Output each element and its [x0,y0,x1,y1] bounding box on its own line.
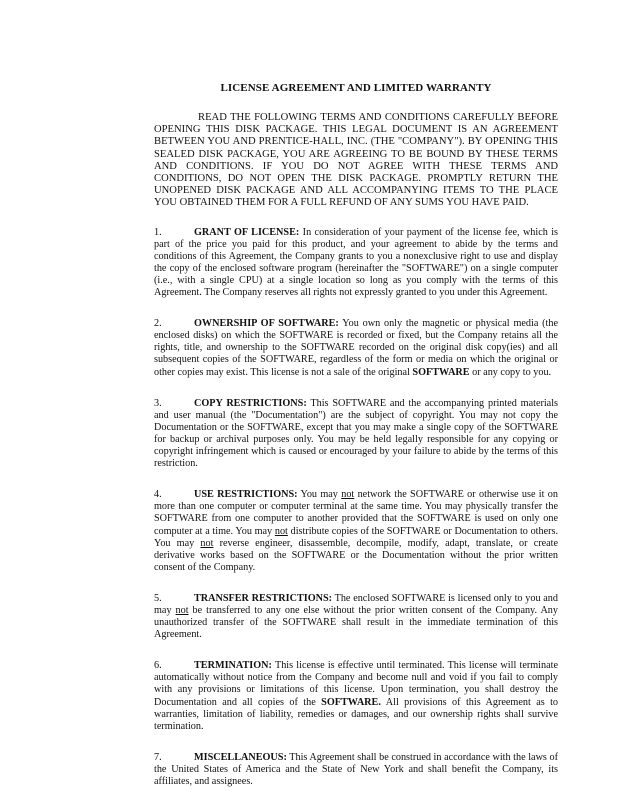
intro-paragraph [154,112,558,210]
section-bold-word: SOFTWARE [412,366,470,378]
section-text: distribute copies of the SOFTWARE or Documentation to others. You may [154,525,559,549]
section-heading: MISCELLANEOUS: [194,751,287,763]
section-heading: TERMINATION: [194,660,272,672]
section-heading: USE RESTRICTIONS: [194,489,298,501]
section-text: or any copy to you. [472,366,552,378]
underlined-not: not [175,604,189,616]
section-number: 1. [154,226,162,238]
section-number: 3. [154,397,162,409]
section-number: 6. [154,660,162,672]
section-text: This SOFTWARE and the accompanying printed materials and user manual (the "Documentation") are the subject of copyright. You may not copy the Documentation or the SOFTWARE, except that you may make a single copy of the SOFTWARE for backup or archival purposes only. You may be held legally responsible for any copying or copyright infringement which is caused or encouraged by your failure to abide by the terms of this restriction. [154,397,559,470]
section-number: 7. [154,751,162,763]
section-text: be transferred to any one else without the prior written consent of the Company. Any unauthorized transfer of the SOFTWARE shall result in the immediate termination of this Agreement. [154,604,558,641]
section-heading: TRANSFER RESTRICTIONS: [194,592,333,604]
section-use-restrictions [154,489,558,574]
section-text: The enclosed SOFTWARE is licensed only to you and may [154,592,558,616]
section-miscellaneous [154,752,558,788]
section-text: All provisions of this Agreement as to warranties, limitation of liability, remedies or damages, and our ownership rights shall survive termination. [154,696,559,732]
section-heading: GRANT OF LICENSE: [194,226,300,238]
section-text: This Agreement shall be construed in accordance with the laws of the United States of America and the State of New York and shall benefit the Company, its affiliates, and assignees. [154,751,558,787]
section-text: This license is effective until terminated. This license will terminate automatically without notice from the Company and become null and void if you fail to comply with any provisions or limitations of this license. Upon termination, you shall destroy the Documentation and all copies of the [154,660,558,708]
document-title: LICENSE AGREEMENT AND LIMITED WARRANTY [220,82,492,94]
intro-text: READ THE FOLLOWING TERMS AND CONDITIONS CAREFULLY BEFORE OPENING THIS DISK PACKAGE. THIS LEGAL DOCUMENT IS AN AGREEMENT BETWEEN YOU AND PRENTICE-HALL, INC. (THE "COMPANY"). BY OPENING THIS SEALED DISK PACKAGE, YOU ARE AGREEING TO BE BOUND BY THESE TERMS AND CONDITIONS. IF YOU DO NOT AGREE WITH THESE TERMS AND CONDITIONS, DO NOT OPEN THE DISK PACKAGE. PROMPTLY RETURN THE UNOPENED DISK PACKAGE AND ALL ACCOMPANYING ITEMS TO THE PLACE YOU OBTAINED THEM FOR A FULL REFUND OF ANY SUMS YOU HAVE PAID. [154,112,558,209]
section-text: You may [300,489,338,501]
section-text: reverse engineer, disassemble, decompile, modify, adapt, translate, or create derivative works based on the SOFTWARE or the Documentation without the prior written consent of the Company. [154,537,559,573]
section-ownership-of-software [154,318,558,378]
section-heading: COPY RESTRICTIONS: [194,397,307,409]
section-transfer-restrictions [154,593,558,641]
section-text: You own only the magnetic or physical media (the enclosed disks) on which the SOFTWARE is recorded or fixed, but the Company retains all the rights, title, and ownership to the SOFTWARE recorded on the original disk copy(ies) and all subsequent copies of the SOFTWARE, regardless of the form or media on which the original or other copies may exist. This license is not a sale of the original [154,318,559,378]
section-number: 2. [154,318,162,330]
underlined-not: not [200,537,214,549]
section-heading: OWNERSHIP OF SOFTWARE: [194,318,339,330]
section-text: network the SOFTWARE or otherwise use it on more than one computer or computer terminal at the same time. You may physically transfer the SOFTWARE from one computer to another provided that the SOFTWARE is used on only one computer at a time. You may [154,489,558,537]
section-number: 4. [154,489,162,501]
underlined-not: not [341,489,355,501]
section-grant-of-license [154,227,558,300]
section-bold-word: SOFTWARE. [321,696,381,708]
section-termination [154,660,558,733]
section-number: 5. [154,592,162,604]
underlined-not: not [274,525,288,537]
section-text: In consideration of your payment of the license fee, which is part of the price you paid for this product, and your agreement to abide by the terms and conditions of this Agreement, the Company grants to you a nonexclusive right to use and display the copy of the enclosed software program (hereinafter the "SOFTWARE") on a single computer (i.e., with a single CPU) at a single location so long as you comply with the terms of this Agreement. The Company reserves all rights not expressly granted to you under this Agreement. [154,226,559,299]
section-copy-restrictions [154,398,558,471]
